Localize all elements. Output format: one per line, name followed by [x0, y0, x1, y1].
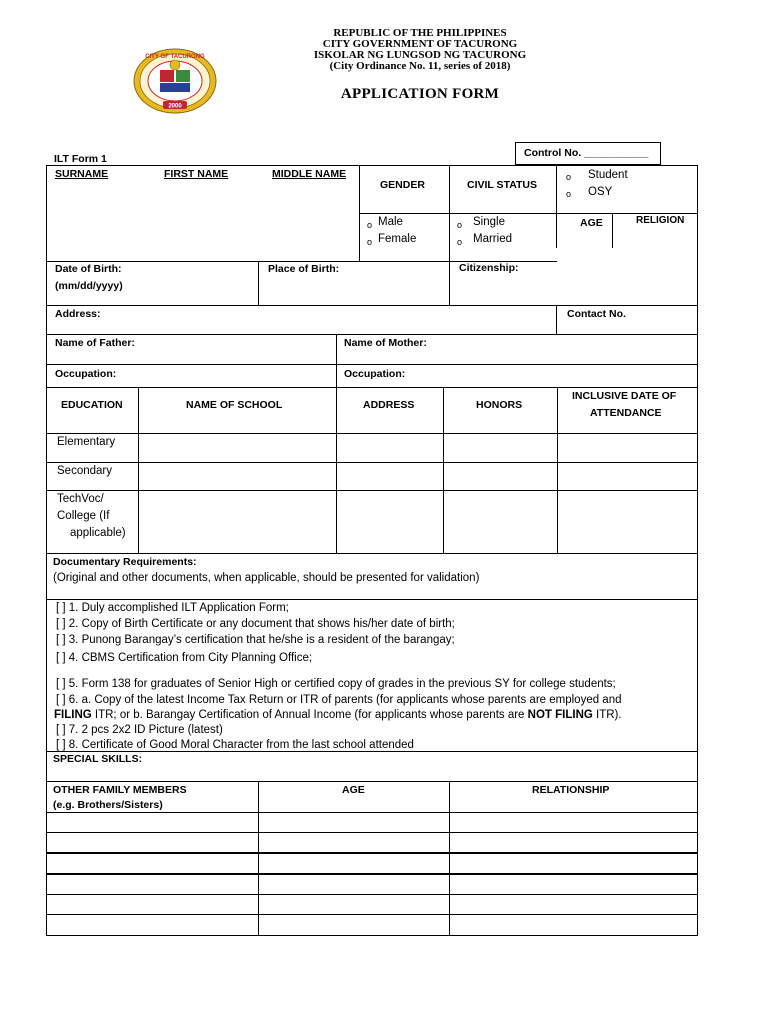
place-of-birth-label: Place of Birth:: [268, 263, 340, 275]
family-age-field[interactable]: [258, 894, 450, 915]
family-age-field[interactable]: [258, 874, 450, 895]
osy-radio[interactable]: o: [566, 189, 572, 199]
not-filing-emphasis: NOT FILING: [527, 709, 593, 721]
family-relationship-field[interactable]: [449, 832, 698, 853]
family-relationship-field[interactable]: [449, 874, 698, 895]
requirement-item-7[interactable]: [ ] 7. 2 pcs 2x2 ID Picture (latest): [56, 724, 223, 736]
mother-occupation-label: Occupation:: [344, 368, 406, 380]
age-label: AGE: [580, 217, 603, 229]
family-name-field[interactable]: [46, 914, 259, 936]
requirement-item-2[interactable]: [ ] 2. Copy of Birth Certificate or any document that shows his/her date of birth;: [56, 618, 455, 630]
contact-number-label: Contact No.: [567, 308, 626, 320]
single-label: Single: [473, 216, 505, 228]
citizenship-field[interactable]: [449, 248, 698, 306]
middle-name-label: MIDDLE NAME: [272, 168, 347, 180]
item6-text-1: ITR; or b. Barangay Certification of Annual Income (for applicants whose parents are: [91, 709, 528, 721]
techvoc-label-line2: College (If: [57, 510, 110, 522]
religion-label: RELIGION: [636, 215, 685, 226]
techvoc-label-line1: TechVoc/: [57, 493, 104, 505]
elementary-school-name-field[interactable]: [138, 433, 337, 463]
family-name-field[interactable]: [46, 894, 259, 915]
education-header: EDUCATION: [61, 399, 123, 411]
requirement-item-1[interactable]: [ ] 1. Duly accomplished ILT Application Form;: [56, 602, 289, 614]
form-number: ILT Form 1: [54, 153, 107, 165]
techvoc-date-field[interactable]: [557, 490, 698, 554]
student-radio[interactable]: o: [566, 172, 572, 182]
filing-emphasis: FILING: [54, 709, 92, 721]
family-age-field[interactable]: [258, 853, 450, 874]
mother-name-label: Name of Mother:: [344, 337, 427, 349]
osy-label: OSY: [588, 186, 613, 198]
family-age-field[interactable]: [258, 914, 450, 936]
family-relationship-header: RELATIONSHIP: [532, 784, 610, 796]
elementary-label: Elementary: [57, 436, 116, 448]
control-number-field[interactable]: Control No. ___________: [515, 142, 661, 165]
elementary-honors-field[interactable]: [443, 433, 558, 463]
female-label: Female: [378, 233, 417, 245]
father-occupation-label: Occupation:: [55, 368, 117, 380]
family-age-field[interactable]: [258, 832, 450, 853]
special-skills-label: SPECIAL SKILLS:: [53, 753, 143, 765]
family-relationship-field[interactable]: [449, 853, 698, 874]
secondary-school-name-field[interactable]: [138, 462, 337, 491]
requirement-item-4[interactable]: [ ] 4. CBMS Certification from City Planning Office;: [56, 652, 313, 664]
family-name-field[interactable]: [46, 874, 259, 895]
family-relationship-field[interactable]: [449, 894, 698, 915]
requirement-item-3[interactable]: [ ] 3. Punong Barangay’s certification that he/she is a resident of the barangay;: [56, 634, 455, 646]
header-line-ordinance: (City Ordinance No. 11, series of 2018): [329, 60, 511, 72]
family-name-field[interactable]: [46, 853, 259, 874]
city-seal-logo: [133, 48, 217, 114]
date-of-birth-label: Date of Birth:: [55, 263, 122, 275]
header-line-city-gov: CITY GOVERNMENT OF TACURONG: [322, 38, 518, 50]
requirement-item-5[interactable]: [ ] 5. Form 138 for graduates of Senior High or certified copy of grades in the previous SY for college students;: [56, 678, 616, 690]
special-skills-field[interactable]: [46, 751, 698, 782]
citizenship-label: Citizenship:: [459, 262, 519, 274]
requirements-title: Documentary Requirements:: [53, 556, 197, 568]
married-label: Married: [473, 233, 512, 245]
family-name-field[interactable]: [46, 812, 259, 833]
honors-header: HONORS: [476, 399, 523, 411]
attendance-date-header-line2: ATTENDANCE: [590, 407, 662, 419]
father-name-label: Name of Father:: [55, 337, 135, 349]
date-format-label: (mm/dd/yyyy): [55, 280, 123, 292]
requirements-note: (Original and other documents, when applicable, should be presented for validation): [53, 572, 480, 584]
first-name-label: FIRST NAME: [164, 168, 229, 180]
elementary-date-field[interactable]: [557, 433, 698, 463]
school-name-header: NAME OF SCHOOL: [186, 399, 283, 411]
female-radio[interactable]: o: [367, 237, 373, 247]
civil-status-label: CIVIL STATUS: [467, 179, 538, 191]
header-line-republic: REPUBLIC OF THE PHILIPPINES: [333, 27, 507, 39]
requirement-item-6[interactable]: [ ] 6. a. Copy of the latest Income Tax Return or ITR of parents (for applicants whose parents are employed and: [56, 694, 622, 706]
family-relationship-field[interactable]: [449, 812, 698, 833]
attendance-date-header-line1: INCLUSIVE DATE OF: [572, 390, 677, 402]
gender-label: GENDER: [380, 179, 425, 191]
form-title: APPLICATION FORM: [340, 86, 500, 102]
family-name-field[interactable]: [46, 832, 259, 853]
secondary-label: Secondary: [57, 465, 112, 477]
family-members-header-line2: (e.g. Brothers/Sisters): [53, 799, 163, 811]
techvoc-label-line3: applicable): [70, 527, 126, 539]
secondary-date-field[interactable]: [557, 462, 698, 491]
family-age-header: AGE: [342, 784, 365, 796]
elementary-address-field[interactable]: [336, 433, 444, 463]
item6-text-2: ITR).: [592, 709, 622, 721]
male-radio[interactable]: o: [367, 220, 373, 230]
techvoc-honors-field[interactable]: [443, 490, 558, 554]
secondary-honors-field[interactable]: [443, 462, 558, 491]
student-label: Student: [588, 169, 628, 181]
address-label: Address:: [55, 308, 101, 320]
school-address-header: ADDRESS: [363, 399, 415, 411]
header-line-iskolar: ISKOLAR NG LUNGSOD NG TACURONG: [313, 49, 527, 61]
address-field[interactable]: [46, 305, 557, 335]
surname-label: SURNAME: [55, 168, 109, 180]
requirement-item-6-continued: [54, 708, 622, 722]
family-members-header-line1: OTHER FAMILY MEMBERS: [53, 784, 187, 796]
single-radio[interactable]: o: [457, 220, 463, 230]
secondary-address-field[interactable]: [336, 462, 444, 491]
family-age-field[interactable]: [258, 812, 450, 833]
seal-text: CITY OF TACURONG: [145, 54, 205, 60]
married-radio[interactable]: o: [457, 237, 463, 247]
male-label: Male: [378, 216, 403, 228]
techvoc-school-name-field[interactable]: [138, 490, 337, 554]
seal-year: 2000: [168, 103, 182, 110]
requirement-item-8[interactable]: [ ] 8. Certificate of Good Moral Character from the last school attended: [56, 739, 414, 751]
family-relationship-field[interactable]: [449, 914, 698, 936]
techvoc-address-field[interactable]: [336, 490, 444, 554]
